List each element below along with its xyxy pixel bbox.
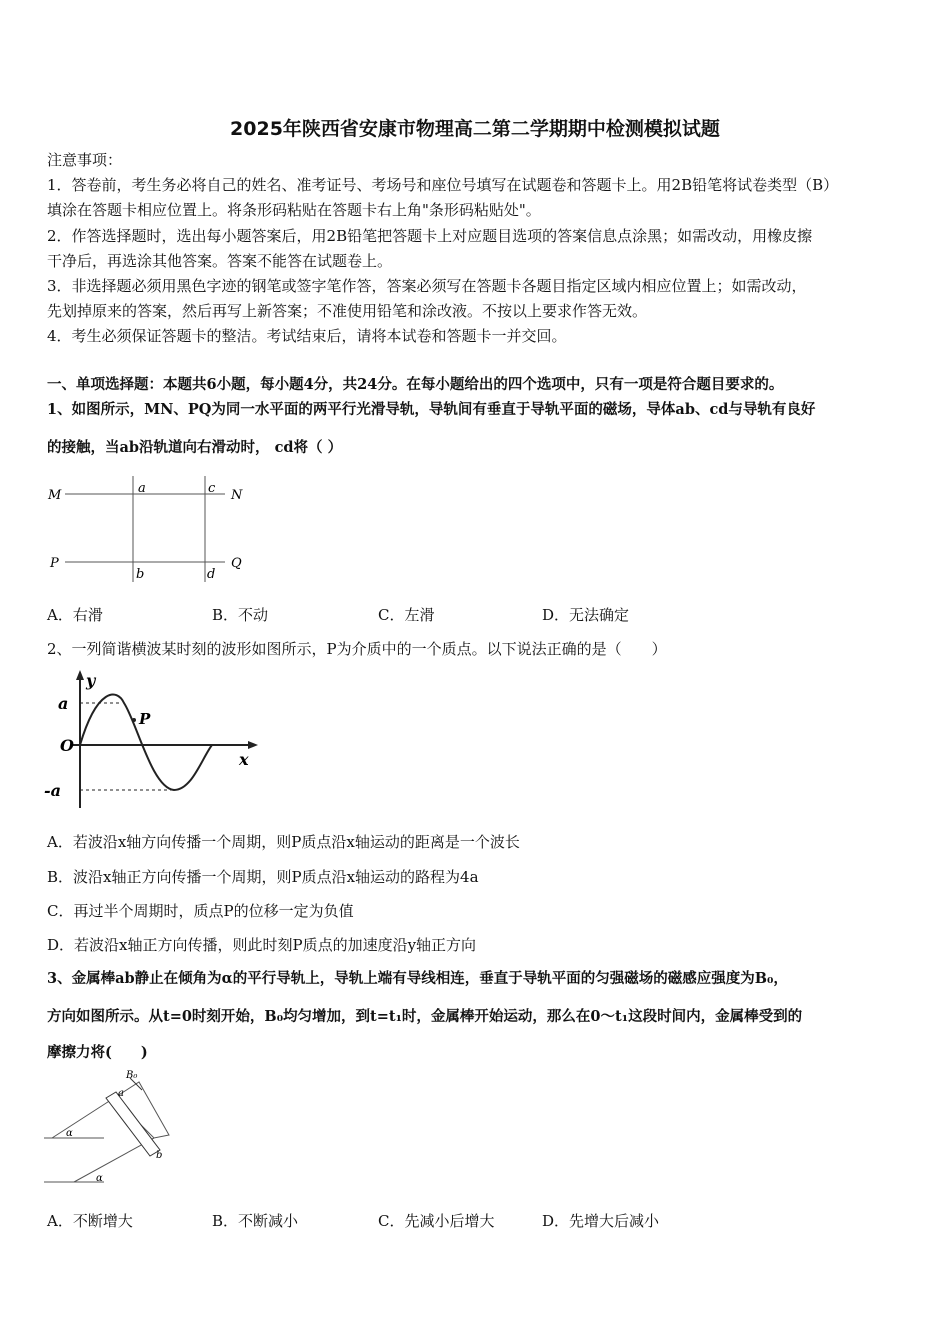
question-3-text: 摩擦力将( ) — [47, 1044, 148, 1061]
q2-option-c[interactable]: C．再过半个周期时，质点P的位移一定为负值 — [47, 902, 354, 920]
q3-option-a[interactable]: A．不断增大 — [47, 1212, 133, 1230]
notice-heading: 注意事项： — [47, 151, 123, 169]
svg-text:B₀: B₀ — [126, 1070, 138, 1081]
svg-text:N: N — [231, 488, 243, 503]
svg-text:a: a — [118, 1088, 124, 1099]
svg-text:O: O — [60, 736, 74, 755]
svg-text:M: M — [48, 488, 62, 503]
q3-option-c[interactable]: C．先减小后增大 — [378, 1212, 495, 1230]
question-2-text: 2、一列简谐横波某时刻的波形如图所示，P为介质中的一个质点。以下说法正确的是（ ） — [47, 640, 667, 658]
notice-line: 4．考生必须保证答题卡的整洁。考试结束后，请将本试卷和答题卡一并交回。 — [47, 327, 567, 345]
notice-line: 填涂在答题卡相应位置上。将条形码粘贴在答题卡右上角"条形码粘贴处"。 — [47, 201, 541, 219]
q1-option-b[interactable]: B．不动 — [212, 606, 269, 624]
svg-text:P: P — [139, 710, 151, 728]
q1-option-d[interactable]: D．无法确定 — [542, 606, 630, 624]
page-title: 2025年陕西省安康市物理高二第二学期期中检测模拟试题 — [230, 118, 720, 140]
svg-text:y: y — [86, 671, 96, 690]
svg-text:α: α — [96, 1173, 103, 1184]
svg-text:b: b — [136, 567, 145, 582]
q2-option-d[interactable]: D．若波沿x轴正方向传播，则此时刻P质点的加速度沿y轴正方向 — [47, 936, 477, 954]
q1-option-a[interactable]: A．右滑 — [47, 606, 103, 624]
svg-text:b: b — [156, 1150, 163, 1161]
notice-line: 干净后，再选涂其他答案。答案不能答在试题卷上。 — [47, 252, 393, 270]
section-heading: 一、单项选择题：本题共6小题，每小题4分，共24分。在每小题给出的四个选项中，只有一项是符合题目要求的。 — [47, 376, 784, 393]
q2-option-b[interactable]: B．波沿x轴正方向传播一个周期，则P质点沿x轴运动的路程为4a — [47, 868, 479, 886]
q3-option-b[interactable]: B．不断减小 — [212, 1212, 299, 1230]
wave-figure — [42, 668, 262, 813]
notice-line: 2．作答选择题时，选出每小题答案后，用2B铅笔把答题卡上对应题目选项的答案信息点涂黑；如需改动，用橡皮擦 — [47, 227, 813, 245]
svg-text:P: P — [50, 556, 59, 571]
svg-text:x: x — [239, 750, 249, 769]
svg-text:-a: -a — [44, 781, 62, 800]
q2-option-a[interactable]: A．若波沿x轴方向传播一个周期，则P质点沿x轴运动的距离是一个波长 — [47, 833, 520, 851]
svg-text:Q: Q — [231, 556, 242, 571]
q1-option-c[interactable]: C．左滑 — [378, 606, 435, 624]
svg-text:d: d — [207, 567, 216, 582]
question-1-text: 的接触，当ab沿轨道向右滑动时， cd将（ ） — [47, 439, 343, 456]
question-1-text: 1、如图所示，MN、PQ为同一水平面的两平行光滑导轨，导轨间有垂直于导轨平面的磁场，导体ab、cd与导轨有良好 — [47, 401, 816, 418]
notice-line: 1．答卷前，考生务必将自己的姓名、准考证号、考场号和座位号填写在试题卷和答题卡上。用2B铅笔将试卷类型（B） — [47, 176, 839, 194]
svg-text:a: a — [58, 694, 69, 713]
svg-text:a: a — [138, 481, 146, 496]
q3-option-d[interactable]: D．先增大后减小 — [542, 1212, 660, 1230]
notice-line: 先划掉原来的答案，然后再写上新答案；不准使用铅笔和涂改液。不按以上要求作答无效。 — [47, 302, 648, 320]
question-3-text: 3、金属棒ab静止在倾角为α的平行导轨上，导轨上端有导线相连，垂直于导轨平面的匀强磁场的磁感应强度为B₀， — [47, 970, 788, 987]
notice-line: 3．非选择题必须用黑色字迹的钢笔或签字笔作答，答案必须写在答题卡各题目指定区域内相应位置上；如需改动， — [47, 277, 807, 295]
incline-figure — [44, 1070, 184, 1185]
svg-text:c: c — [208, 481, 216, 496]
rails-figure — [45, 472, 255, 587]
svg-text:α: α — [66, 1128, 73, 1139]
question-3-text: 方向如图所示。从t=0时刻开始，B₀均匀增加，到t=t₁时，金属棒开始运动，那么在0～t₁这段时间内，金属棒受到的 — [47, 1008, 803, 1025]
